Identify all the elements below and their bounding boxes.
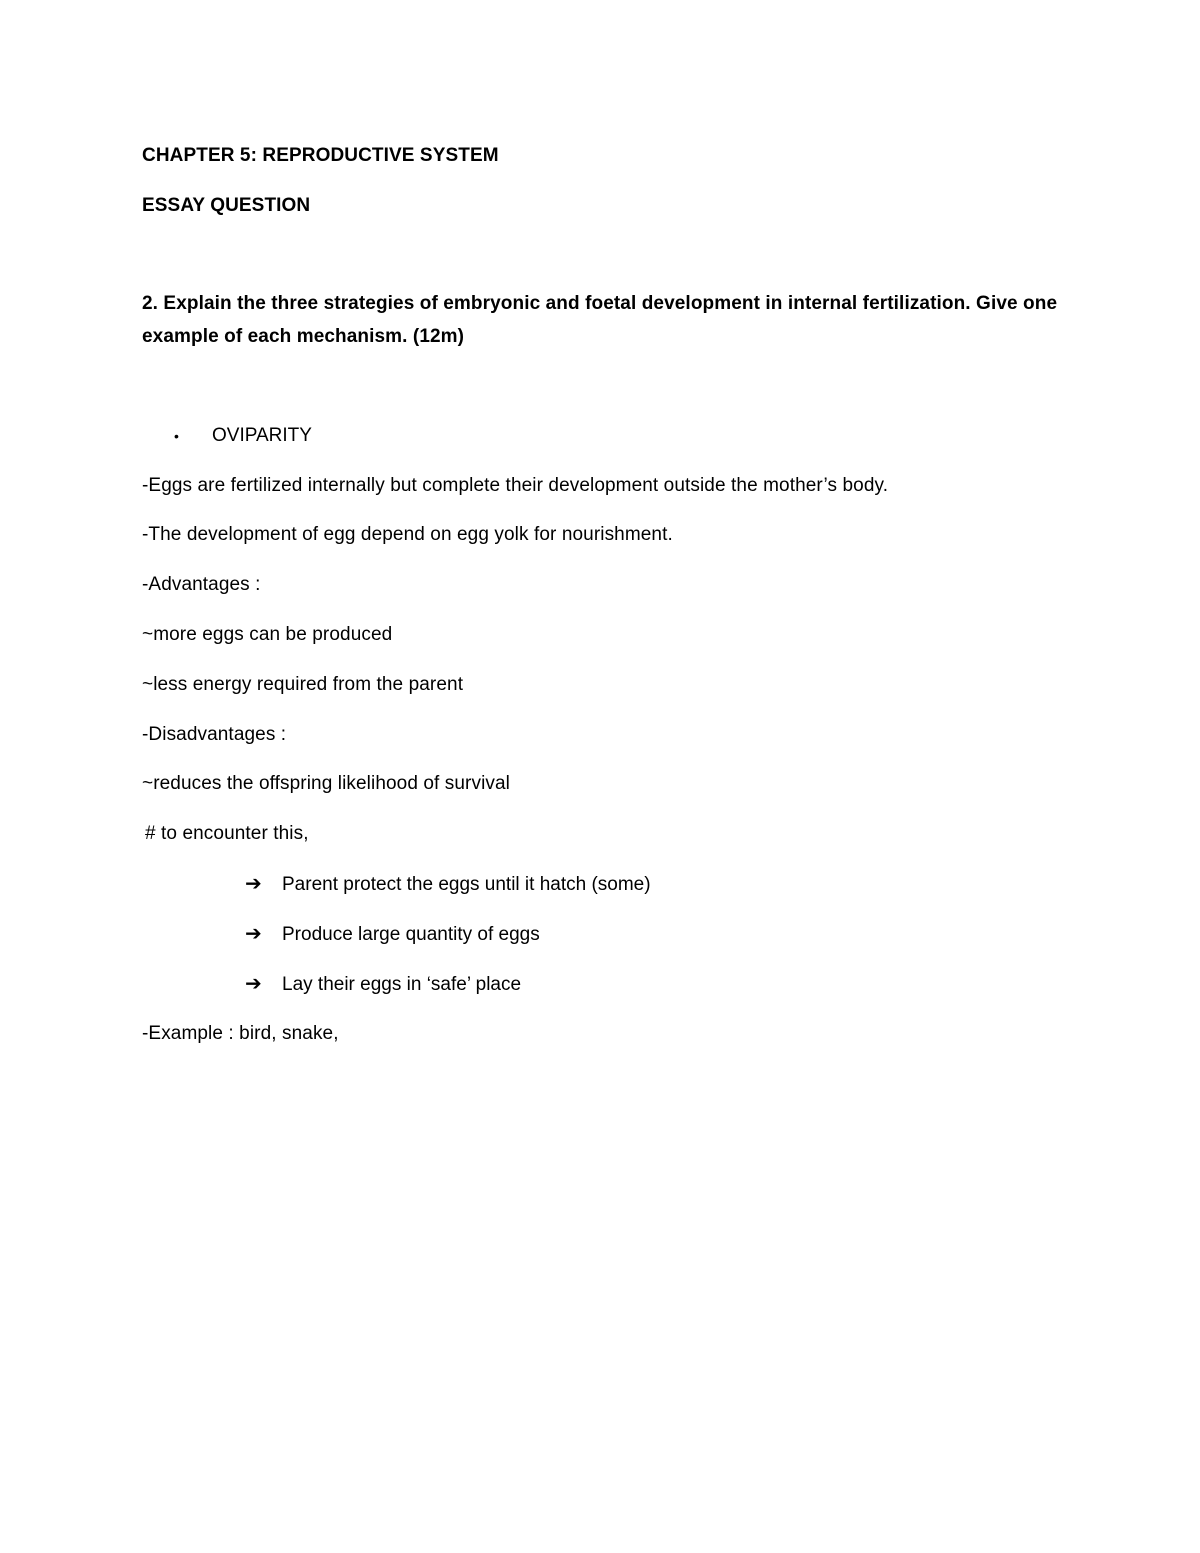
text-line: -Advantages : xyxy=(142,574,261,595)
question-line-1: 2. Explain the three strategies of embryonic and foetal development in internal fertilization. Give one xyxy=(142,293,1058,314)
bullet-heading: OVIPARITY xyxy=(212,425,312,446)
arrow-item xyxy=(245,872,651,897)
text-line: -Eggs are fertilized internally but complete their development outside the mother’s body. xyxy=(142,475,889,496)
arrow-item-text: Lay their eggs in ‘safe’ place xyxy=(282,974,522,995)
example-line: -Example : bird, snake, xyxy=(142,1023,339,1044)
arrow-item xyxy=(245,972,521,997)
bullet-oviparity xyxy=(174,424,312,448)
section-title: ESSAY QUESTION xyxy=(142,195,311,216)
arrow-right-icon: ➔ xyxy=(245,873,262,895)
chapter-title: CHAPTER 5: REPRODUCTIVE SYSTEM xyxy=(142,145,499,166)
text-line: ~reduces the offspring likelihood of survival xyxy=(142,773,510,794)
text-line: ~more eggs can be produced xyxy=(142,624,393,645)
text-line: -The development of egg depend on egg yolk for nourishment. xyxy=(142,524,673,545)
arrow-item xyxy=(245,922,540,947)
text-line: -Disadvantages : xyxy=(142,724,287,745)
question-line-2: example of each mechanism. (12m) xyxy=(142,326,465,347)
arrow-right-icon: ➔ xyxy=(245,973,262,995)
arrow-item-text: Produce large quantity of eggs xyxy=(282,924,540,945)
text-line: ~less energy required from the parent xyxy=(142,674,464,695)
arrow-item-text: Parent protect the eggs until it hatch (some) xyxy=(282,874,651,895)
arrow-right-icon: ➔ xyxy=(245,923,262,945)
text-line: # to encounter this, xyxy=(145,823,309,844)
bullet-icon: • xyxy=(174,428,179,444)
